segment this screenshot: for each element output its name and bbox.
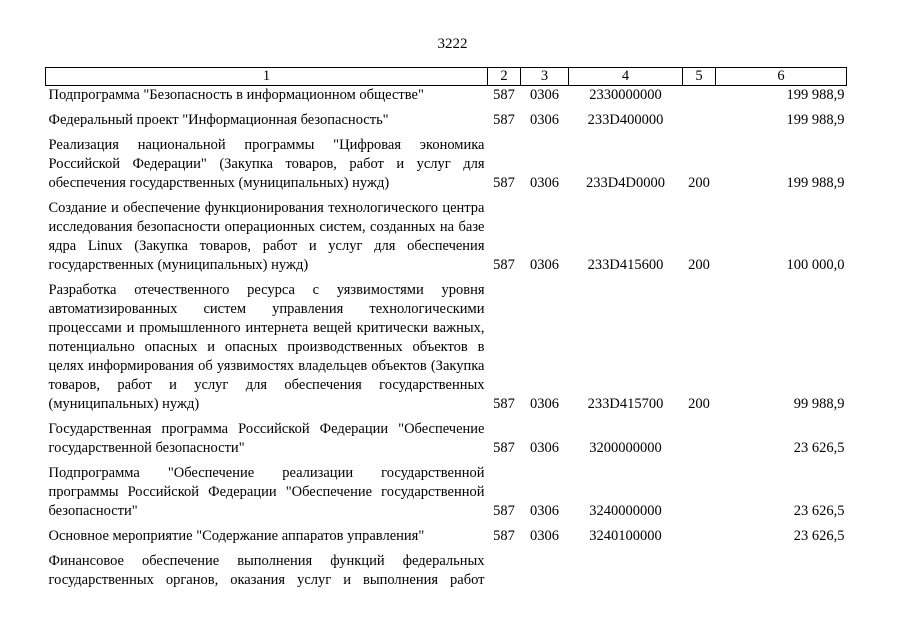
col-header-1: 1 bbox=[46, 68, 488, 86]
row-target-code: 233D415600 bbox=[587, 257, 664, 273]
row-name: Разработка отечественного ресурса с уязвимостями уровня автоматизированных систем управления технологическими процессами и промышленного интернета вещей критически важных, потенциально опасных и опасных производственных объектов в целях информирования об уязвимостях владельцев объектов (Закупка товаров, работ и услуг для обеспечения государственных (муниципальных) нужд) bbox=[48, 282, 485, 412]
row-section-code: 0306 bbox=[530, 503, 559, 519]
row-name: Подпрограмма "Обеспечение реализации государственной программы Российской Федерации "Обеспечение государственной безопасности" bbox=[48, 465, 485, 519]
table-row bbox=[46, 458, 847, 521]
row-ministry-code: 587 bbox=[493, 87, 515, 103]
row-ministry-code bbox=[488, 546, 521, 590]
row-section-code: 0306 bbox=[530, 440, 559, 456]
row-ministry-code: 587 bbox=[493, 528, 515, 544]
row-section-code: 0306 bbox=[530, 257, 559, 273]
row-expense-type bbox=[683, 458, 716, 521]
row-target-code: 233D400000 bbox=[587, 112, 664, 128]
row-expense-type bbox=[683, 105, 716, 130]
row-expense-type bbox=[683, 546, 716, 590]
row-ministry-code: 587 bbox=[493, 440, 515, 456]
row-name: Финансовое обеспечение выполнения функций федеральных государственных органов, оказания услуг и выполнения работ bbox=[48, 553, 485, 588]
row-amount: 100 000,0 bbox=[786, 257, 845, 273]
row-ministry-code: 587 bbox=[493, 112, 515, 128]
row-ministry-code: 587 bbox=[493, 257, 515, 273]
row-target-code: 3240100000 bbox=[589, 528, 662, 544]
row-name: Основное мероприятие "Содержание аппаратов управления" bbox=[48, 528, 425, 544]
row-expense-type bbox=[683, 521, 716, 546]
table-row bbox=[46, 86, 847, 106]
col-header-5: 5 bbox=[683, 68, 716, 86]
row-amount: 23 626,5 bbox=[793, 440, 845, 456]
table-row bbox=[46, 193, 847, 275]
row-section-code bbox=[521, 546, 569, 590]
table-row bbox=[46, 546, 847, 590]
row-amount: 199 988,9 bbox=[786, 175, 845, 191]
col-header-3: 3 bbox=[521, 68, 569, 86]
budget-table bbox=[45, 67, 847, 590]
row-target-code: 233D415700 bbox=[587, 396, 664, 412]
row-amount: 199 988,9 bbox=[786, 112, 845, 128]
row-target-code bbox=[569, 546, 683, 590]
row-target-code: 2330000000 bbox=[589, 87, 662, 103]
row-section-code: 0306 bbox=[530, 112, 559, 128]
row-amount: 23 626,5 bbox=[793, 528, 845, 544]
row-name: Государственная программа Российской Федерации "Обеспечение государственной безопасности" bbox=[48, 421, 485, 456]
header-row bbox=[46, 68, 847, 86]
row-target-code: 233D4D0000 bbox=[586, 175, 665, 191]
table-row bbox=[46, 414, 847, 458]
table-row bbox=[46, 130, 847, 193]
row-amount bbox=[716, 546, 847, 590]
row-expense-type: 200 bbox=[688, 257, 710, 273]
row-expense-type bbox=[683, 86, 716, 106]
row-amount: 199 988,9 bbox=[786, 87, 845, 103]
row-amount: 23 626,5 bbox=[793, 503, 845, 519]
row-expense-type: 200 bbox=[688, 396, 710, 412]
row-expense-type: 200 bbox=[688, 175, 710, 191]
row-section-code: 0306 bbox=[530, 396, 559, 412]
col-header-2: 2 bbox=[488, 68, 521, 86]
table-row bbox=[46, 105, 847, 130]
row-target-code: 3200000000 bbox=[589, 440, 662, 456]
col-header-4: 4 bbox=[569, 68, 683, 86]
row-ministry-code: 587 bbox=[493, 175, 515, 191]
row-name: Создание и обеспечение функционирования технологического центра исследования безопасности операционных систем, созданных на базе ядра Linux (Закупка товаров, работ и услуг для обеспечения государственных (муниципальных) нужд) bbox=[48, 200, 485, 273]
row-target-code: 3240000000 bbox=[589, 503, 662, 519]
row-name: Реализация национальной программы "Цифровая экономика Российской Федерации" (Закупка товаров, работ и услуг для обеспечения государственных (муниципальных) нужд) bbox=[48, 137, 485, 191]
row-name: Федеральный проект "Информационная безопасность" bbox=[48, 112, 389, 128]
row-section-code: 0306 bbox=[530, 87, 559, 103]
row-section-code: 0306 bbox=[530, 528, 559, 544]
row-ministry-code: 587 bbox=[493, 396, 515, 412]
row-section-code: 0306 bbox=[530, 175, 559, 191]
row-amount: 99 988,9 bbox=[793, 396, 845, 412]
row-ministry-code: 587 bbox=[493, 503, 515, 519]
table-row bbox=[46, 275, 847, 414]
row-expense-type bbox=[683, 414, 716, 458]
row-name: Подпрограмма "Безопасность в информационном обществе" bbox=[48, 87, 424, 103]
table-row bbox=[46, 521, 847, 546]
col-header-6: 6 bbox=[716, 68, 847, 86]
page-number: 3222 bbox=[437, 36, 468, 52]
